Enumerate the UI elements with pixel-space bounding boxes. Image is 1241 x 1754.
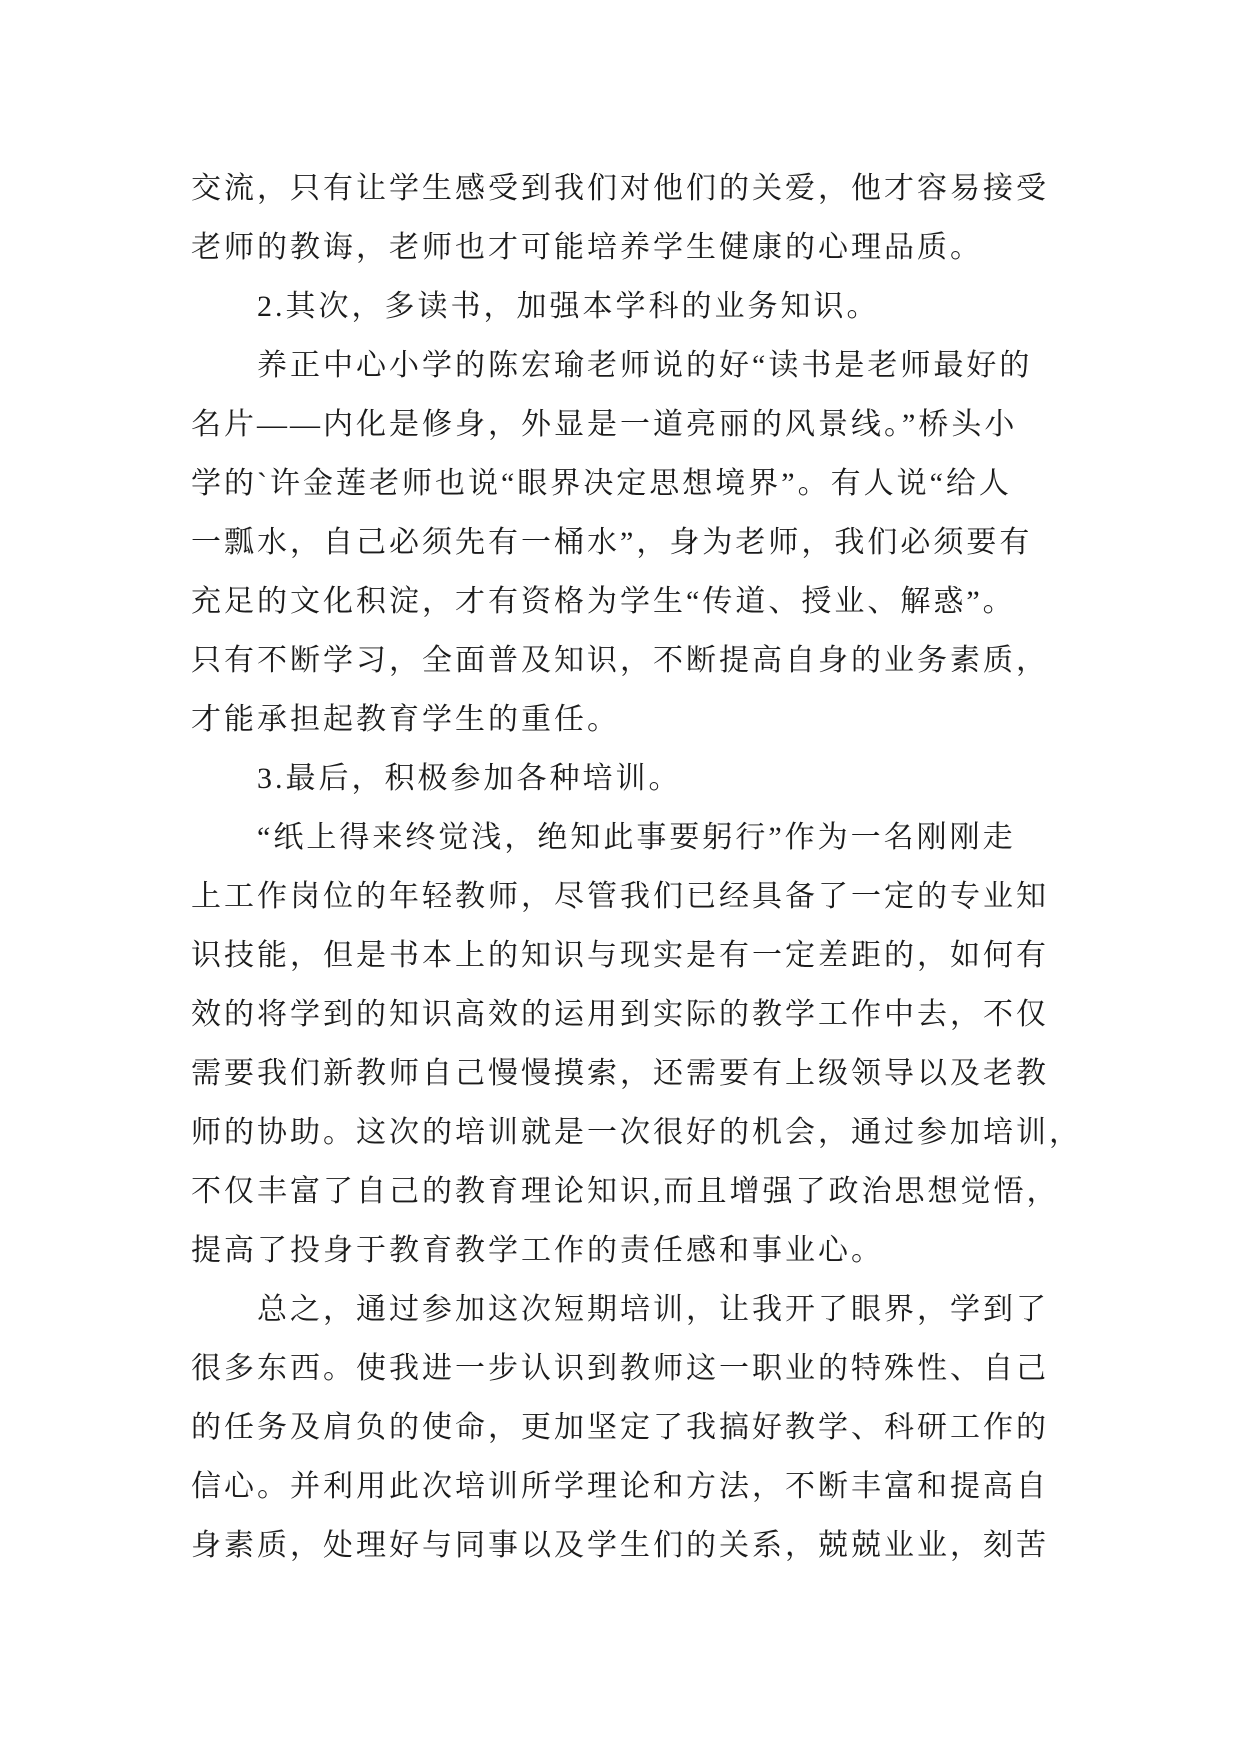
section-heading-2 <box>191 277 1071 336</box>
paragraph-line: 一瓢水，自己必须先有一桶水”，身为老师，我们必须要有 <box>191 526 1033 559</box>
paragraph-line: 识技能，但是书本上的知识与现实是有一定差距的，如何有 <box>191 939 1049 972</box>
paragraph-line: 才能承担起教育学生的重任。 <box>191 703 620 736</box>
paragraph-line: 养正中心小学的陈宏瑜老师说的好“读书是老师最好的 <box>257 349 1033 382</box>
section-heading-line: 2.其次，多读书，加强本学科的业务知识。 <box>257 290 880 323</box>
paragraph-line: 提高了投身于教育教学工作的责任感和事业心。 <box>191 1234 884 1267</box>
paragraph-line: 信心。并利用此次培训所学理论和方法，不断丰富和提高自 <box>191 1470 1049 1503</box>
paragraph-line: “纸上得来终觉浅，绝知此事要躬行”作为一名刚刚走 <box>257 821 1016 854</box>
paragraph-line: 很多东西。使我进一步认识到教师这一职业的特殊性、自己 <box>191 1352 1049 1385</box>
paragraph-reading <box>191 336 1071 749</box>
paragraph-line: 老师的教诲，老师也才可能培养学生健康的心理品质。 <box>191 231 983 264</box>
paragraph-line: 上工作岗位的年轻教师，尽管我们已经具备了一定的专业知 <box>191 880 1049 913</box>
paragraph-line: 需要我们新教师自己慢慢摸索，还需要有上级领导以及老教 <box>191 1057 1049 1090</box>
paragraph-line: 师的协助。这次的培训就是一次很好的机会，通过参加培训， <box>191 1116 1082 1149</box>
paragraph-summary <box>191 1280 1071 1575</box>
paragraph-line: 充足的文化积淀，才有资格为学生“传道、授业、解惑”。 <box>191 585 1016 618</box>
section-heading-line: 3.最后，积极参加各种培训。 <box>257 762 682 795</box>
paragraph-line: 交流，只有让学生感受到我们对他们的关爱，他才容易接受 <box>191 172 1049 205</box>
document-body <box>191 159 1082 1575</box>
paragraph-training <box>191 808 1082 1280</box>
paragraph-line: 只有不断学习，全面普及知识，不断提高自身的业务素质， <box>191 644 1049 677</box>
paragraph-line: 身素质，处理好与同事以及学生们的关系，兢兢业业，刻苦 <box>191 1529 1049 1562</box>
section-heading-3 <box>191 749 1071 808</box>
paragraph-line: 学的`许金莲老师也说“眼界决定思想境界”。有人说“给人 <box>191 467 1012 500</box>
paragraph-continuation <box>191 159 1071 277</box>
paragraph-line: 总之，通过参加这次短期培训，让我开了眼界，学到了 <box>257 1293 1049 1326</box>
paragraph-line: 的任务及肩负的使命，更加坚定了我搞好教学、科研工作的 <box>191 1411 1049 1444</box>
paragraph-line: 不仅丰富了自己的教育理论知识,而且增强了政治思想觉悟， <box>191 1175 1060 1208</box>
paragraph-line: 名片——内化是修身，外显是一道亮丽的风景线。”桥头小 <box>191 408 1018 441</box>
paragraph-line: 效的将学到的知识高效的运用到实际的教学工作中去，不仅 <box>191 998 1049 1031</box>
